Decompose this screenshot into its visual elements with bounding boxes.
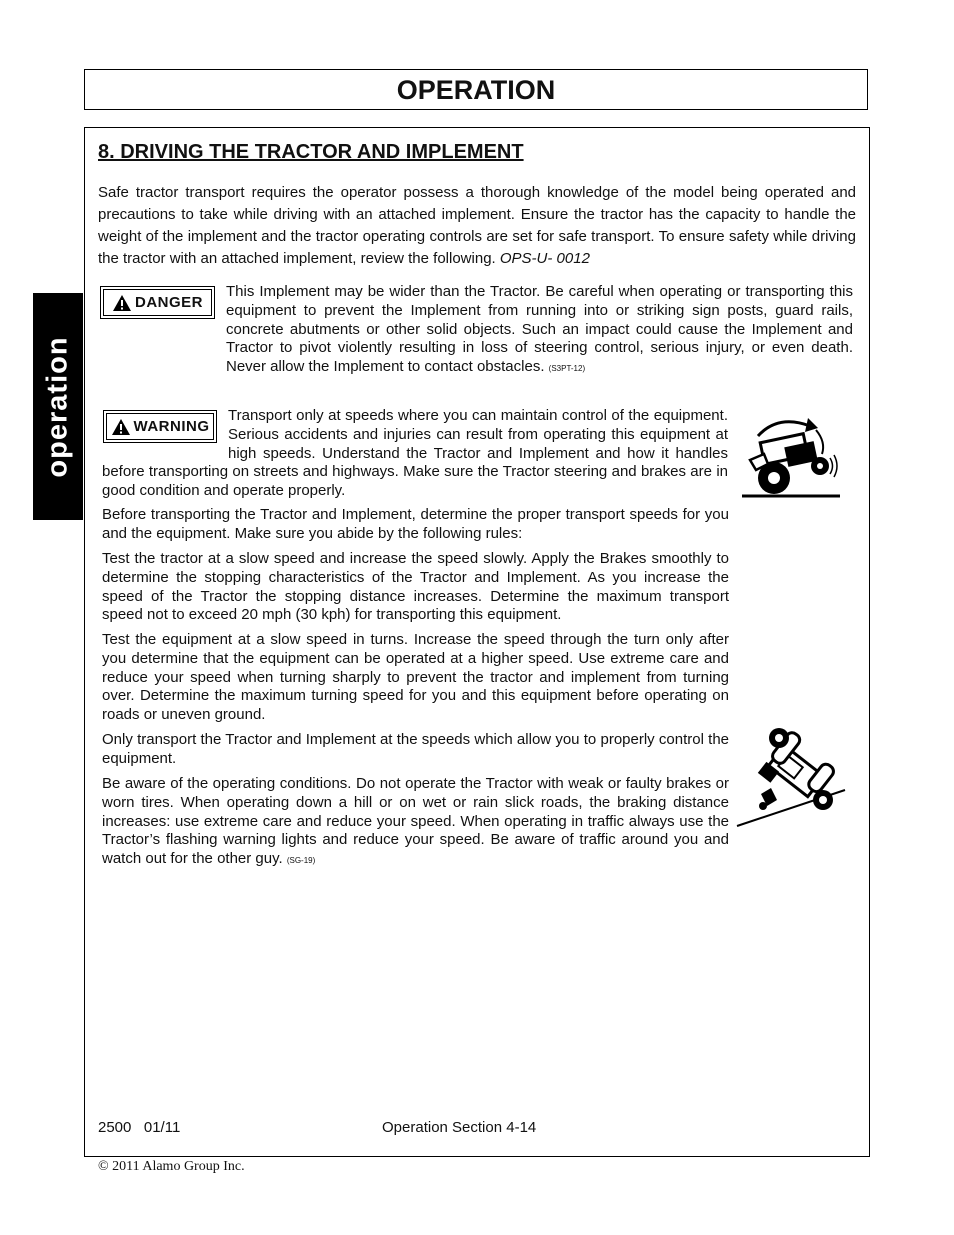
copyright: © 2011 Alamo Group Inc. bbox=[98, 1159, 245, 1174]
paragraph-transport-speeds: Before transporting the Tractor and Implement, determine the proper transport speeds for you and the equipment. Make sure you abide by the following rules: bbox=[102, 506, 729, 542]
paragraph-control: Only transport the Tractor and Implement at the speeds which allow you to properly control the equipment. bbox=[102, 731, 729, 767]
side-tab-label: operation bbox=[41, 335, 74, 478]
footer-model-date: 2500 01/11 bbox=[98, 1119, 181, 1136]
paragraph-stopping: Test the tractor at a slow speed and increase the speed slowly. Apply the Brakes smoothly to determine the stopping characteristics of the Tractor and Implement. As you increase the speed of the Tractor the stopping distance increases. Determine the maximum transport speed not to exceed 20 mph (30 kph) for transporting this equipment. bbox=[102, 550, 729, 624]
section-title: 8. DRIVING THE TRACTOR AND IMPLEMENT bbox=[98, 141, 524, 163]
intro-ref: OPS-U- 0012 bbox=[499, 250, 590, 267]
side-tab bbox=[33, 293, 83, 520]
danger-text: This Implement may be wider than the Tractor. Be careful when operating or transporting this equipment to prevent the Implement from running into or striking sign posts, guard rails, concrete abutments or other solid objects. Such an impact could cause the Implement and Tractor to pivot violently resulting in loss of steering control, serious injury, or even death. Never allow the Implement to contact obstacles. bbox=[226, 283, 853, 376]
danger-badge bbox=[100, 286, 215, 319]
paragraph-turns: Test the equipment at a slow speed in turns. Increase the speed through the turn only after you determine that the equipment can be operated at a higher speed. Use extreme care and reduce your speed when turning sharply to prevent the tractor and implement from turning over. Determine the maximum turning speed for you and this equipment before operating on roads or uneven ground. bbox=[102, 631, 729, 724]
intro-paragraph bbox=[98, 182, 856, 270]
warning-label: WARNING bbox=[133, 418, 210, 435]
danger-label: DANGER bbox=[134, 294, 203, 311]
header-title: OPERATION bbox=[396, 75, 556, 105]
danger-ref: (S3PT-12) bbox=[548, 364, 586, 374]
danger-paragraph bbox=[226, 283, 853, 379]
warning-paragraph: Transport only at speeds where you can maintain control of the equipment. Serious accidents and injuries can result from operating this equipment at high speeds. Understand the Tractor and Implement and how it handles before transporting on streets and highways. Make sure the Tractor steering and brakes are in good condition and operate properly. bbox=[102, 407, 728, 500]
paragraph-conditions bbox=[102, 775, 729, 871]
tractor-rollover-icon bbox=[735, 724, 847, 830]
conditions-ref: (SG-19) bbox=[286, 856, 316, 866]
conditions-text: Be aware of the operating conditions. Do not operate the Tractor with weak or faulty brakes or worn tires. When operating down a hill or on wet or rain slick roads, the braking distance increases: use extreme care and reduce your speed. When operating in traffic always use the Tractor’s flashing warning lights and reduce your speed. Be aware of traffic around you and watch out for the other guy. bbox=[102, 775, 729, 868]
footer-section-page: Operation Section 4-14 bbox=[382, 1119, 537, 1136]
page-header bbox=[84, 69, 868, 110]
warning-block bbox=[102, 407, 728, 501]
alert-triangle-icon bbox=[112, 294, 132, 312]
tractor-skid-icon bbox=[738, 408, 842, 498]
intro-text: Safe tractor transport requires the operator possess a thorough knowledge of the model being operated and precautions to take while driving with an attached implement. Ensure the tractor has the capacity to handle the weight of the implement and the tractor operating controls are set for safe transport. To ensure safety while driving the tractor with an attached implement, review the following. bbox=[98, 184, 856, 267]
